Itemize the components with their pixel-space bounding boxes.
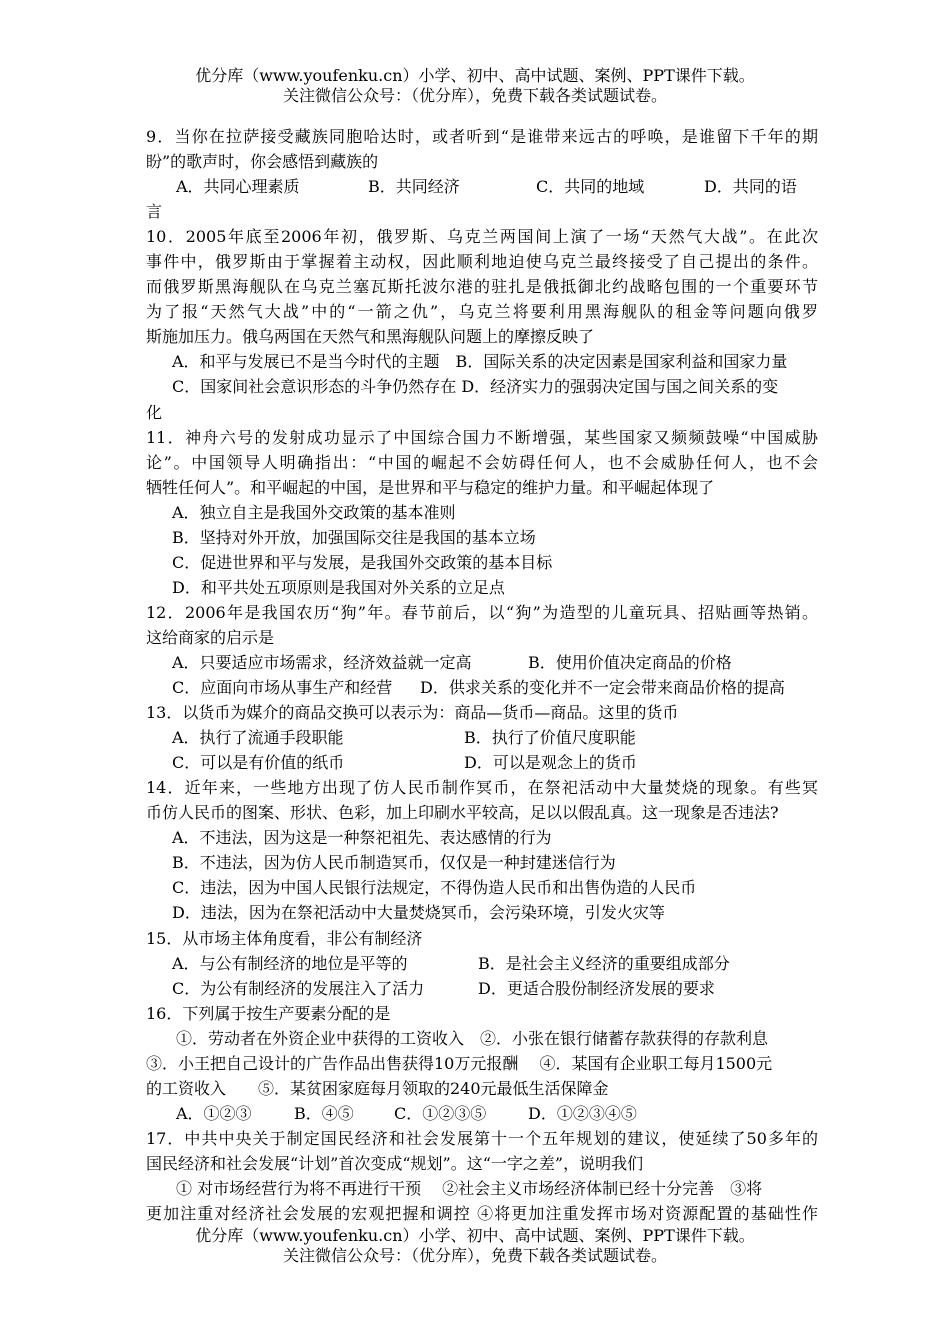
q16-options [146, 1101, 818, 1126]
q10-stem-line-3: 而俄罗斯黑海舰队在乌克兰塞瓦斯托波尔港的驻扎是俄抵御北约战略包围的一个重要环节 [146, 277, 818, 297]
q12-option-d: D．供求关系的变化并不一定会带来商品价格的提高 [420, 678, 785, 698]
q9-option-a: A．共同心理素质 [176, 177, 300, 197]
q16-stem-line-1: 16．下列属于按生产要素分配的是 [146, 1003, 391, 1023]
q16-option-a: A．①②③ [176, 1103, 252, 1123]
q9-stem-line-1: 9．当你在拉萨接受藏族同胞哈达时，或者听到“是谁带来远古的呼唤，是谁留下千年的期 [146, 127, 818, 146]
q16-option-d: D．①②③④⑤ [528, 1103, 637, 1123]
q13-options-cd [146, 750, 818, 775]
question-body [146, 124, 818, 1226]
header-line-1: 优分库（www.youfenku.cn）小学、初中、高中试题、案例、PPT课件下载。 [195, 66, 755, 85]
q13-options-ab [146, 725, 818, 750]
q12-option-a: A．只要适应市场需求，经济效益就一定高 [172, 652, 472, 672]
q17-item-line-4: 更加注重对经济社会发展的宏观把握和调控 ④将更加注重发挥市场对资源配置的基础性作 [146, 1204, 818, 1224]
q9-options [146, 174, 818, 199]
q16-item-line-4: 的工资收入 ⑤．某贫困家庭每月领取的240元最低生活保障金 [146, 1078, 609, 1098]
q12-stem-line-2: 这给商家的启示是 [146, 627, 275, 647]
q17-stem-line-2: 国民经济和社会发展“计划”首次变成“规划”。这“一字之差”，说明我们 [146, 1153, 644, 1173]
q15-options-cd [146, 976, 818, 1001]
q10-options-ab: A．和平与发展已不是当今时代的主题 B．国际关系的决定因素是国家利益和国家力量 [172, 352, 788, 372]
q9-stem-line-2: 盼”的歌声时，你会感悟到藏族的 [146, 152, 379, 172]
q17-stem-line-1: 17．中共中央关于制定国民经济和社会发展第十一个五年规划的建议，使延续了50多年的 [146, 1128, 818, 1148]
q10-stem-line-1: 10．2005年底至2006年初，俄罗斯、乌克兰两国间上演了一场“天然气大战”。在此次 [146, 227, 818, 247]
q14-option-a: A．不违法，因为这是一种祭祀祖先、表达感情的行为 [172, 828, 552, 848]
q15-option-b: B．是社会主义经济的重要组成部分 [478, 953, 730, 973]
q11-option-a: A．独立自主是我国外交政策的基本准则 [172, 502, 456, 522]
q14-option-c: C．违法，因为中国人民银行法规定，不得伪造人民币和出售伪造的人民币 [172, 878, 697, 898]
q12-option-b: B．使用价值决定商品的价格 [528, 652, 732, 672]
q9-option-d: D．共同的语 [704, 177, 797, 197]
q16-option-b: B．④⑤ [294, 1103, 354, 1123]
q9-option-c: C．共同的地域 [536, 177, 645, 197]
q15-options-ab [146, 951, 818, 976]
q11-stem-line-1: 11．神舟六号的发射成功显示了中国综合国力不断增强，某些国家又频频鼓噪“中国威胁 [146, 427, 818, 447]
header-line-2: 关注微信公众号：（优分库），免费下载各类试题试卷。 [282, 86, 667, 105]
q17-item-line-3: ① 对市场经营行为将不再进行干预 ②社会主义市场经济体制已经十分完善 ③将 [176, 1178, 763, 1198]
q13-stem-line-1: 13．以货币为媒介的商品交换可以表示为：商品—货币—商品。这里的货币 [146, 703, 679, 723]
q14-stem-line-1: 14．近年来，一些地方出现了仿人民币制作冥币，在祭祀活动中大量焚烧的现象。有些冥 [146, 778, 818, 798]
q9-option-b: B．共同经济 [368, 177, 460, 197]
q12-stem-line-1: 12．2006年是我国农历“狗”年。春节前后，以“狗”为造型的儿童玩具、招贴画等热销。 [146, 602, 818, 622]
page-footer [0, 1226, 950, 1266]
q13-option-c: C．可以是有价值的纸币 [172, 753, 345, 773]
q15-stem-line-1: 15．从市场主体角度看，非公有制经济 [146, 928, 423, 948]
q16-item-line-3: ③．小王把自己设计的广告作品出售获得10万元报酬 ④．某国有企业职工每月1500元 [146, 1053, 773, 1073]
q11-option-b: B．坚持对外开放，加强国际交往是我国的基本立场 [172, 527, 536, 547]
q16-item-line-2: ①．劳动者在外资企业中获得的工资收入 ②．小张在银行储蓄存款获得的存款利息 [176, 1028, 769, 1048]
q10-stem-line-2: 事件中，俄罗斯由于掌握着主动权，因此顺利地迫使乌克兰最终接受了自己提出的条件。 [146, 252, 818, 272]
q13-option-a: A．执行了流通手段职能 [172, 728, 344, 748]
q10-stem-line-4: 为了报“天然气大战”中的“一箭之仇”，乌克兰将要利用黑海舰队的租金等问题向俄罗 [146, 302, 818, 322]
q13-option-d: D．可以是观念上的货币 [464, 753, 637, 773]
q11-option-d: D．和平共处五项原则是我国对外关系的立足点 [172, 577, 505, 597]
q14-option-d: D．违法，因为在祭祀活动中大量焚烧冥币，会污染环境，引发火灾等 [172, 903, 665, 923]
q11-stem-line-3: 牺牲任何人”。和平崛起的中国，是世界和平与稳定的维护力量。和平崛起体现了 [146, 477, 715, 497]
page-header [0, 66, 950, 106]
q10-stem-line-5: 斯施加压力。俄乌两国在天然气和黑海舰队问题上的摩擦反映了 [146, 327, 595, 347]
q12-options-ab [146, 650, 818, 675]
q12-option-c: C．应面向市场从事生产和经营 [172, 678, 393, 698]
q15-option-c: C．为公有制经济的发展注入了活力 [172, 978, 425, 998]
q10-options-cd: C．国家间社会意识形态的斗争仍然存在 D．经济实力的强弱决定国与国之间关系的变 [172, 377, 779, 397]
q13-option-b: B．执行了价值尺度职能 [464, 728, 636, 748]
footer-line-1: 优分库（www.youfenku.cn）小学、初中、高中试题、案例、PPT课件下载。 [195, 1226, 755, 1245]
q11-option-c: C．促进世界和平与发展，是我国外交政策的基本目标 [172, 552, 553, 572]
q14-option-b: B．不违法，因为仿人民币制造冥币，仅仅是一种封建迷信行为 [172, 853, 616, 873]
q16-option-c: C．①②③⑤ [394, 1103, 487, 1123]
q10-option-d-wrap: 化 [146, 402, 163, 422]
q14-stem-line-2: 币仿人民币的图案、形状、色彩，加上印刷水平较高，足以以假乱真。这一现象是否违法? [146, 803, 779, 823]
q15-option-d: D．更适合股份制经济发展的要求 [478, 978, 715, 998]
footer-line-2: 关注微信公众号：（优分库），免费下载各类试题试卷。 [282, 1246, 667, 1265]
q11-stem-line-2: 论”。中国领导人明确指出：“中国的崛起不会妨碍任何人，也不会威胁任何人，也不会 [146, 452, 818, 472]
q9-option-d-wrap: 言 [146, 202, 163, 222]
q12-options-cd [146, 675, 818, 700]
q15-option-a: A．与公有制经济的地位是平等的 [172, 953, 408, 973]
